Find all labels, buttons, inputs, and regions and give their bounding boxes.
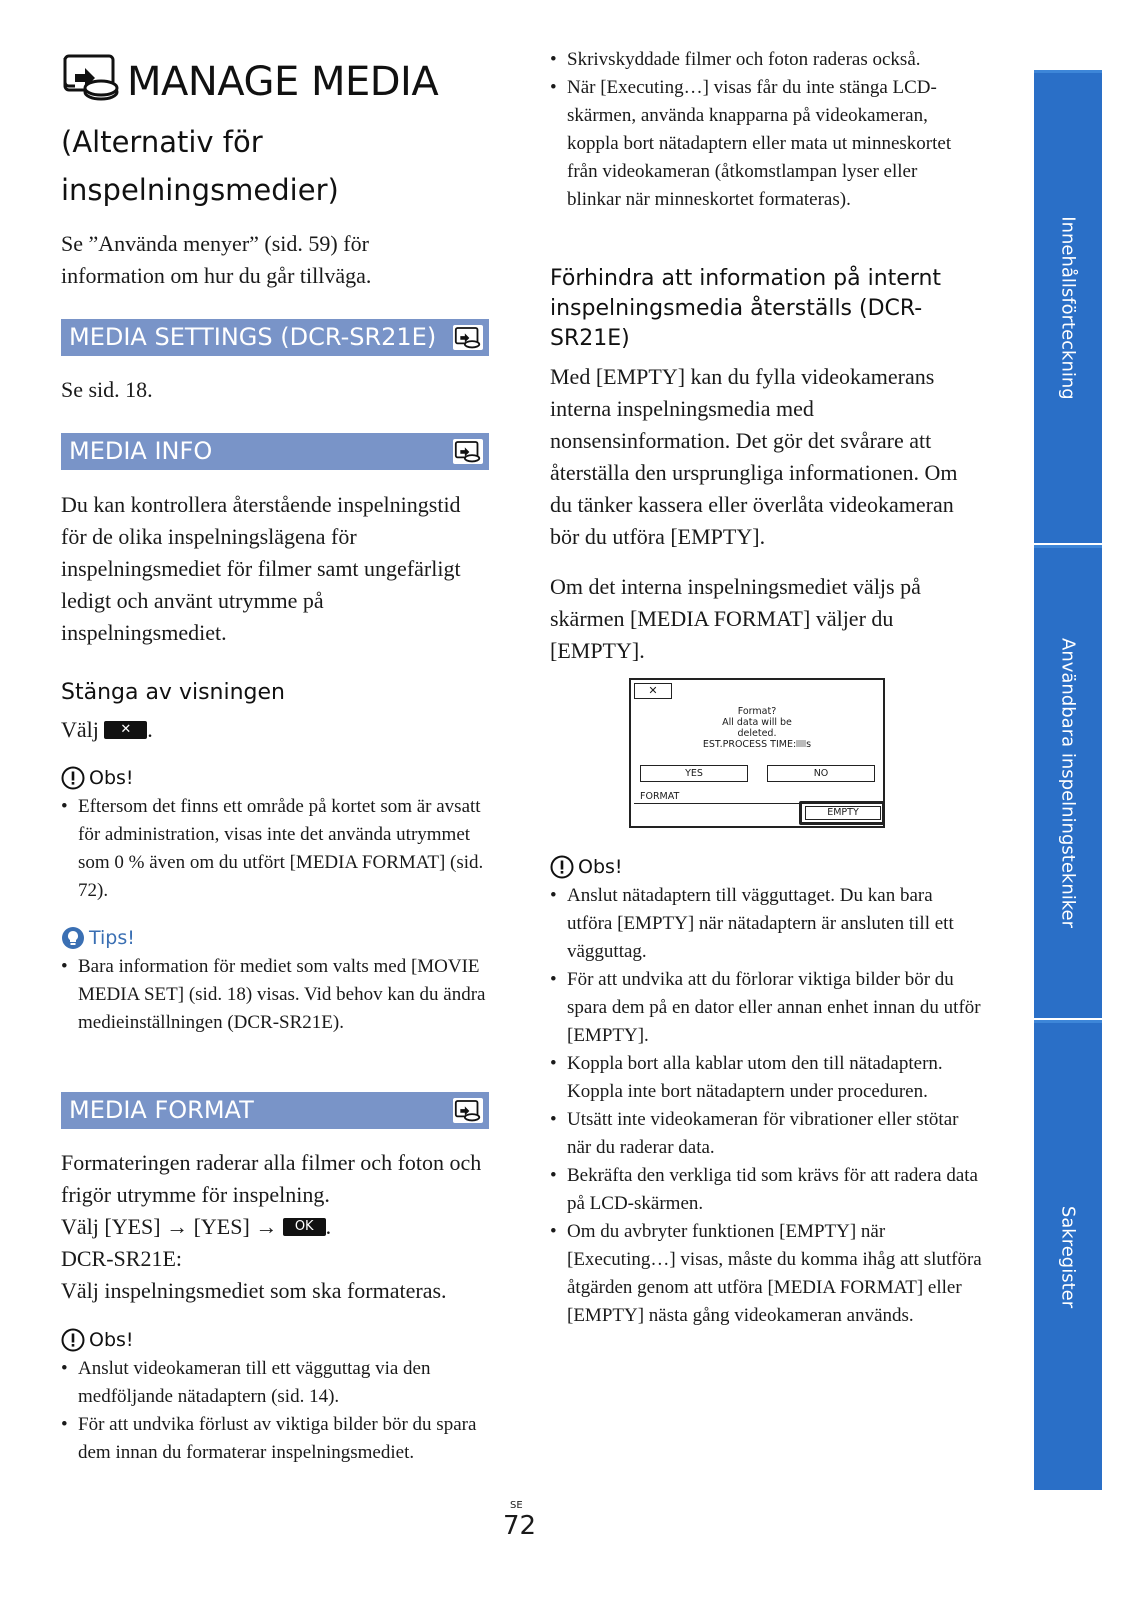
media-info-bar xyxy=(61,433,489,470)
media-manage-icon xyxy=(453,325,483,350)
media-info-text: Du kan kontrollera återstående inspelningstid för de olika inspelningslägena för inspelningsmediet för filmer samt ungefärligt ledigt och använt utrymme på inspelningsmediet. xyxy=(61,492,461,645)
list-item: • För att undvika att du förlorar viktiga bilder bör du spara dem på en dator eller annan enhet innan du utför [EMPTY]. xyxy=(550,966,982,1050)
tips-label: Tips! xyxy=(89,927,135,949)
lightbulb-icon xyxy=(61,926,85,950)
screen-yes-button: YES xyxy=(640,765,748,782)
time-placeholder xyxy=(796,740,806,747)
list-item: • För att undvika förlust av viktiga bilder bör du spara dem innan du formaterar inspelningsmediet. xyxy=(61,1411,489,1467)
media-format-note-heading xyxy=(61,1328,134,1352)
page-language: SE xyxy=(510,1500,523,1511)
note-label: Obs! xyxy=(578,856,623,878)
choose-yes-label: Välj [YES] xyxy=(61,1214,161,1239)
media-format-text xyxy=(61,1147,489,1307)
note-label: Obs! xyxy=(89,767,134,789)
list-item: • Anslut videokameran till ett vägguttag via den medföljande nätadaptern (sid. 14). xyxy=(61,1355,489,1411)
format-note-list-continued xyxy=(550,46,970,214)
page-subtitle xyxy=(61,118,339,214)
media-settings-text: Se sid. 18. xyxy=(61,377,153,402)
tab-index-label: Sakregister xyxy=(1057,1205,1079,1308)
media-info-note-heading xyxy=(61,766,134,790)
close-display-instruction: Välj ✕ . xyxy=(61,717,153,742)
empty-note-heading xyxy=(550,855,623,879)
media-format-description: Formateringen raderar alla filmer och foton och frigör utrymme för inspelning. xyxy=(61,1150,482,1207)
media-settings-bar xyxy=(61,319,489,356)
subtitle-line-1: (Alternativ för xyxy=(61,125,263,159)
list-item: • Koppla bort alla kablar utom den till nätadaptern. Koppla inte bort nätadaptern under proceduren. xyxy=(550,1050,982,1106)
empty-subheading: Förhindra att information på internt inspelningsmedia återställs (DCR-SR21E) xyxy=(550,266,942,351)
empty-paragraph-1: Med [EMPTY] kan du fylla videokamerans interna inspelningsmedia med nonsensinformation. Det gör det svårare att återställa den ursprungliga informationen. Om du tänker kassera eller överlåta videokameran bör du utföra [EMPTY]. xyxy=(550,364,958,549)
arrow-right-icon: → xyxy=(166,1214,189,1239)
note-label: Obs! xyxy=(89,1329,134,1351)
list-item: • Anslut nätadaptern till vägguttaget. Du kan bara utföra [EMPTY] när nätadaptern är ansluten till ett vägguttag. xyxy=(550,882,982,966)
media-format-select-text: Välj inspelningsmediet som ska formateras. xyxy=(61,1278,447,1303)
choose-label: Välj xyxy=(61,717,99,742)
format-screen-illustration xyxy=(629,678,885,828)
tab-contents-label: Innehållsförteckning xyxy=(1057,216,1079,400)
page-number: 72 xyxy=(503,1511,537,1541)
screen-message-line-3: deleted. xyxy=(737,728,777,739)
tab-index[interactable] xyxy=(1034,1020,1102,1490)
empty-note-list xyxy=(550,882,982,1330)
close-display-heading: Stänga av visningen xyxy=(61,680,285,705)
ok-button[interactable]: OK xyxy=(283,1218,326,1236)
empty-paragraph-2: Om det interna inspelningsmediet väljs på skärmen [MEDIA FORMAT] väljer du [EMPTY]. xyxy=(550,574,921,663)
list-item: • När [Executing…] visas får du inte stänga LCD-skärmen, använda knapparna på videokameran, koppla bort nätadaptern eller mata ut minneskortet från videokameran (åtkomstlampan lyser eller blinkar när minneskortet formateras). xyxy=(550,74,970,214)
media-settings-heading: MEDIA SETTINGS (DCR-SR21E) xyxy=(69,323,437,351)
screen-empty-button: EMPTY xyxy=(805,806,881,820)
tips-list xyxy=(61,953,489,1037)
media-manage-icon xyxy=(453,439,483,464)
media-format-heading: MEDIA FORMAT xyxy=(69,1096,254,1124)
warning-icon xyxy=(61,766,85,790)
list-item: • Bara information för mediet som valts med [MOVIE MEDIA SET] (sid. 18) visas. Vid behov kan du ändra medieinställningen (DCR-SR21E). xyxy=(61,953,489,1037)
tab-contents[interactable] xyxy=(1034,70,1102,543)
screen-no-button: NO xyxy=(767,765,875,782)
warning-icon xyxy=(61,1328,85,1352)
tab-recording-techniques[interactable] xyxy=(1034,545,1102,1018)
screen-message-line-4 xyxy=(681,739,833,750)
tips-heading xyxy=(61,926,135,950)
list-item: • Bekräfta den verkliga tid som krävs för att radera data på LCD-skärmen. xyxy=(550,1162,982,1218)
screen-close-button: ✕ xyxy=(634,683,672,699)
intro-text: Se ”Använda menyer” (sid. 59) för information om hur du går tillväga. xyxy=(61,231,372,288)
subtitle-line-2: inspelningsmedier) xyxy=(61,173,339,207)
media-manage-icon xyxy=(453,1098,483,1123)
close-button[interactable]: ✕ xyxy=(104,721,147,739)
media-format-bar xyxy=(61,1092,489,1129)
process-time-label: EST.PROCESS TIME: xyxy=(702,739,797,750)
media-format-instruction: Välj [YES] → [YES] → OK . xyxy=(61,1214,332,1239)
page-title: MANAGE MEDIA xyxy=(127,59,439,105)
media-info-heading: MEDIA INFO xyxy=(69,437,213,465)
tab-recording-techniques-label: Användbara inspelningstekniker xyxy=(1057,638,1079,928)
media-info-note-list xyxy=(61,793,489,905)
warning-icon xyxy=(550,855,574,879)
list-item: • Eftersom det finns ett område på kortet som är avsatt för administration, visas inte det använda utrymmet som 0 % även om du utfört [MEDIA FORMAT] (sid. 72). xyxy=(61,793,489,905)
screen-empty-highlight xyxy=(799,801,885,825)
screen-message-line-2: All data will be xyxy=(722,717,792,728)
yes-label: [YES] xyxy=(193,1214,250,1239)
list-item: • Utsätt inte videokameran för vibrationer eller stötar när du raderar data. xyxy=(550,1106,982,1162)
list-item: • Skrivskyddade filmer och foton raderas också. xyxy=(550,46,970,74)
title-row xyxy=(61,52,439,105)
process-time-unit: s xyxy=(806,739,812,750)
screen-format-label: FORMAT xyxy=(640,791,680,802)
screen-message-line-1: Format? xyxy=(737,706,777,717)
list-item: • Om du avbryter funktionen [EMPTY] när [Executing…] visas, måste du komma ihåg att slutföra åtgärden genom att utföra [MEDIA FORMAT] eller [EMPTY] nästa gång videokameran används. xyxy=(550,1218,982,1330)
arrow-right-icon: → xyxy=(255,1214,278,1239)
media-format-note-list xyxy=(61,1355,489,1467)
model-label: DCR-SR21E: xyxy=(61,1246,183,1271)
media-manage-icon xyxy=(61,52,123,102)
screen-message xyxy=(681,706,833,750)
divider xyxy=(634,803,799,804)
